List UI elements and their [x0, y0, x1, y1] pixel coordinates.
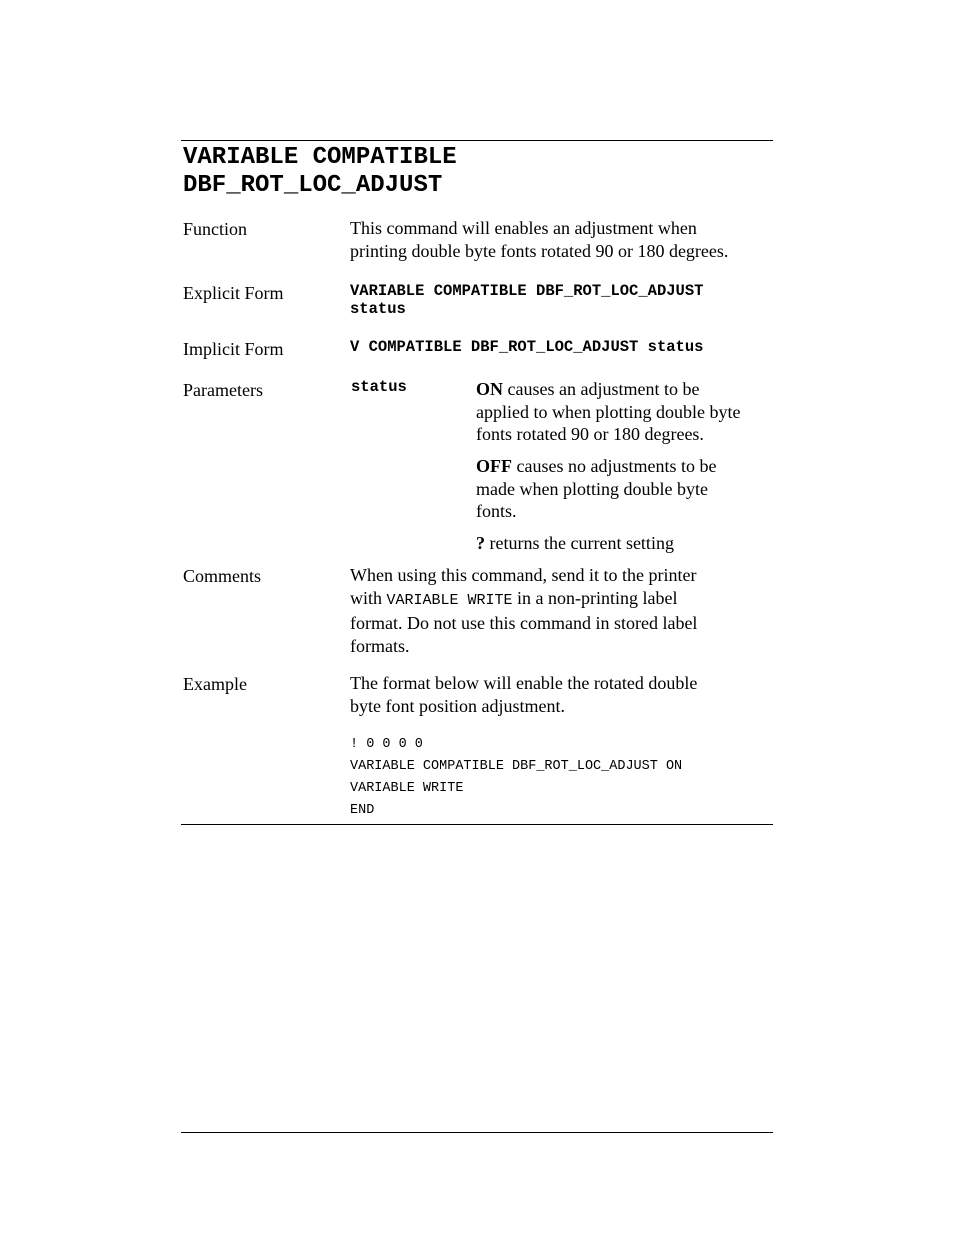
- parameter-off-line-3: fonts.: [476, 501, 517, 521]
- query-keyword: ?: [476, 533, 485, 553]
- function-line-1: This command will enables an adjustment when: [350, 218, 697, 238]
- explicit-form-line-2: status: [350, 300, 406, 318]
- off-line-1-rest: causes no adjustments to be: [512, 456, 717, 476]
- parameter-off-description: [476, 455, 716, 523]
- comments-text: [350, 564, 697, 657]
- example-code-line-1: ! 0 0 0 0: [350, 737, 423, 752]
- implicit-form-syntax: V COMPATIBLE DBF_ROT_LOC_ADJUST status: [350, 338, 704, 356]
- comments-line-1: When using this command, send it to the printer: [350, 565, 697, 585]
- parameter-query-description: [476, 532, 674, 555]
- explicit-form-label: Explicit Form: [183, 283, 284, 303]
- parameter-on-line-2: applied to when plotting double byte: [476, 401, 741, 422]
- explicit-form-syntax: [350, 282, 703, 318]
- example-text: [350, 672, 697, 717]
- off-keyword: OFF: [476, 456, 512, 476]
- query-rest: returns the current setting: [485, 533, 674, 553]
- parameter-off-line-1: [476, 455, 716, 478]
- example-label: Example: [183, 674, 247, 694]
- comments-line-2: [350, 587, 697, 613]
- parameter-on-description: [476, 378, 740, 446]
- example-code-line-4: END: [350, 803, 375, 818]
- explicit-form-line-1: VARIABLE COMPATIBLE DBF_ROT_LOC_ADJUST: [350, 282, 704, 300]
- comments-line-3: format. Do not use this command in stored label: [350, 613, 698, 633]
- parameter-off-line-2: made when plotting double byte: [476, 478, 708, 499]
- function-label: Function: [183, 219, 248, 239]
- parameter-on-line-3: fonts rotated 90 or 180 degrees.: [476, 424, 704, 444]
- top-rule: [181, 140, 773, 141]
- comments-line-2-after: in a non-printing label: [512, 587, 678, 608]
- comments-label: Comments: [183, 566, 262, 586]
- parameters-label: Parameters: [183, 380, 263, 400]
- example-line-2: byte font position adjustment.: [350, 695, 565, 716]
- footer-rule: [181, 1132, 773, 1133]
- comments-line-4: formats.: [350, 635, 410, 656]
- page-title: [183, 144, 457, 200]
- function-line-2: printing double byte fonts rotated 90 or 180 degrees.: [350, 240, 729, 261]
- function-text: [350, 217, 728, 262]
- implicit-form-label: Implicit Form: [183, 339, 284, 359]
- comments-line-2-before: with: [350, 587, 387, 608]
- title-line-2: DBF_ROT_LOC_ADJUST: [183, 172, 443, 199]
- parameter-name: status: [351, 378, 407, 396]
- title-line-1: VARIABLE COMPATIBLE: [183, 144, 457, 171]
- on-keyword: ON: [476, 379, 503, 399]
- parameter-query-line: [476, 532, 674, 555]
- example-code-block: [350, 734, 682, 822]
- example-code-line-2: VARIABLE COMPATIBLE DBF_ROT_LOC_ADJUST ON: [350, 759, 683, 774]
- example-code-line-3: VARIABLE WRITE: [350, 781, 464, 796]
- parameter-on-line-1: [476, 378, 740, 401]
- example-line-1: The format below will enable the rotated double: [350, 673, 698, 693]
- comments-inline-code: VARIABLE WRITE: [386, 591, 513, 609]
- on-line-1-rest: causes an adjustment to be: [503, 379, 700, 399]
- section-end-rule: [181, 824, 773, 825]
